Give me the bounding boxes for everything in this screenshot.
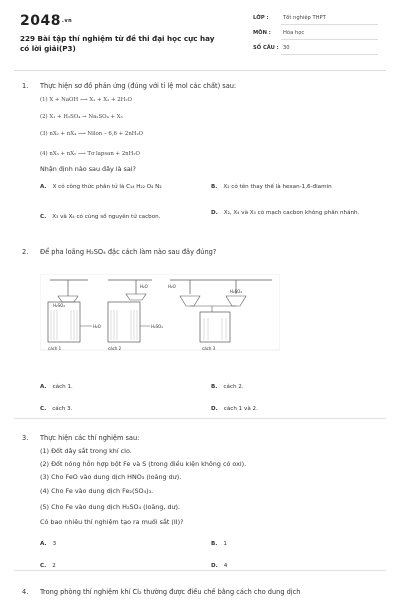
- meta-label: SỐ CÂU :: [253, 45, 279, 51]
- label-h2so4: H₂SO₄: [53, 303, 65, 308]
- experiment-line: (1) Đốt dây sắt trong khí clo.: [40, 447, 132, 455]
- option-c[interactable]: C. cách 3.: [40, 406, 73, 412]
- option-c[interactable]: C. 2: [40, 563, 56, 569]
- reaction-line: (1) X + NaOH ⟶ X₁ + X₂ + 2H₂O: [40, 97, 132, 103]
- option-b[interactable]: B. 1: [211, 541, 227, 547]
- header-divider: [14, 70, 386, 71]
- option-text: X₂ có tên thay thế là hexan-1,6-điamin: [223, 184, 332, 190]
- reaction-line: (3) nX₂ + nX₄ ⟶ Nilon – 6,6 + 2nH₂O: [40, 131, 144, 137]
- option-a[interactable]: A. 3: [40, 541, 57, 547]
- option-text: 2: [52, 563, 56, 569]
- question-text: Thực hiện các thí nghiệm sau:: [40, 434, 140, 442]
- experiment-line: (5) Cho Fe vào dung dịch H₂SO₄ (loãng, dư).: [40, 503, 181, 511]
- question-text: Thực hiện sơ đồ phản ứng (đúng với tỉ lệ mol các chất) sau:: [40, 82, 237, 90]
- logo-text: 2048: [20, 13, 61, 29]
- caption-1: cách 1: [48, 346, 62, 351]
- label-h2o: H₂O: [168, 284, 176, 289]
- option-d[interactable]: D. cách 1 và 2.: [211, 406, 258, 412]
- question-prompt: Nhận định nào sau đây là sai?: [40, 165, 136, 173]
- question-text: Trong phòng thí nghiệm khí Cl₂ thường được điều chế bằng cách cho dung dịch: [40, 588, 301, 596]
- option-text: X có công thức phân tử là C₁₄ H₂₂ O₄ N₂: [52, 184, 162, 190]
- reaction-line: (4) nX₃ + nX₅ ⟶ Tơ lapsan + 2nH₂O: [40, 151, 140, 157]
- option-d[interactable]: D. X₂, X₄ và X₅ có mạch cacbon không phân nhánh.: [211, 210, 360, 216]
- document-title: 229 Bài tập thí nghiệm từ đề thi đại học cực hay có lời giải(P3): [20, 34, 215, 53]
- caption-2: cách 2: [108, 346, 122, 351]
- question-number: 4.: [22, 588, 29, 596]
- option-d[interactable]: D. 4: [211, 563, 228, 569]
- question-text: Để pha loãng H₂SO₄ đặc cách làm nào sau đây đúng?: [40, 248, 217, 256]
- logo-suffix: .vn: [61, 18, 73, 24]
- option-text: cách 2.: [223, 384, 244, 390]
- option-a[interactable]: A. cách 1.: [40, 384, 73, 390]
- option-b[interactable]: B. X₂ có tên thay thế là hexan-1,6-điamin: [211, 184, 332, 190]
- meta-value: Tốt nghiệp THPT: [283, 15, 326, 21]
- label-h2so4: H₂SO₄: [230, 289, 242, 294]
- question-number: 1.: [22, 82, 29, 90]
- reaction-line: (2) X₁ + H₂SO₄ → Na₂SO₄ + X₃: [40, 114, 123, 120]
- question-number: 2.: [22, 248, 29, 256]
- option-text: cách 1.: [52, 384, 73, 390]
- option-text: X₂, X₄ và X₅ có mạch cacbon không phân nhánh.: [223, 210, 360, 216]
- section-divider: [14, 418, 386, 419]
- experiment-line: (4) Cho Fe vào dung dịch Fe₂(SO₄)₃.: [40, 487, 154, 495]
- option-a[interactable]: A. X có công thức phân tử là C₁₄ H₂₂ O₄ N₂: [40, 184, 162, 190]
- option-text: cách 1 và 2.: [223, 406, 258, 412]
- label-h2so4: H₂SO₄: [151, 324, 163, 329]
- label-h2o: H₂O: [93, 324, 101, 329]
- meta-label: MÔN :: [253, 30, 271, 36]
- experiment-line: (3) Cho FeO vào dung dịch HNO₃ (loãng dư).: [40, 473, 182, 481]
- question-prompt: Có bao nhiêu thí nghiệm tạo ra muối sắt (II)?: [40, 518, 184, 526]
- meta-label: LỚP :: [253, 15, 269, 21]
- section-divider: [14, 570, 386, 571]
- caption-3: cách 3: [202, 346, 216, 351]
- option-text: X₃ và X₄ có cùng số nguyên tử cacbon.: [52, 214, 161, 220]
- site-logo[interactable]: [20, 13, 72, 29]
- option-text: cách 3.: [52, 406, 73, 412]
- option-c[interactable]: C. X₃ và X₄ có cùng số nguyên tử cacbon.: [40, 214, 161, 220]
- meta-value: Hóa học: [283, 30, 305, 36]
- option-text: 4: [223, 563, 228, 569]
- option-b[interactable]: B. cách 2.: [211, 384, 244, 390]
- meta-value: 30: [283, 45, 290, 51]
- option-text: 1: [223, 541, 227, 547]
- question-number: 3.: [22, 434, 29, 442]
- label-h2o: H₂O: [140, 284, 148, 289]
- dilution-figure: [40, 274, 280, 354]
- experiment-line: (2) Đốt nóng hỗn hợp bột Fe và S (trong điều kiện không có oxi).: [40, 460, 247, 468]
- option-text: 3: [52, 541, 57, 547]
